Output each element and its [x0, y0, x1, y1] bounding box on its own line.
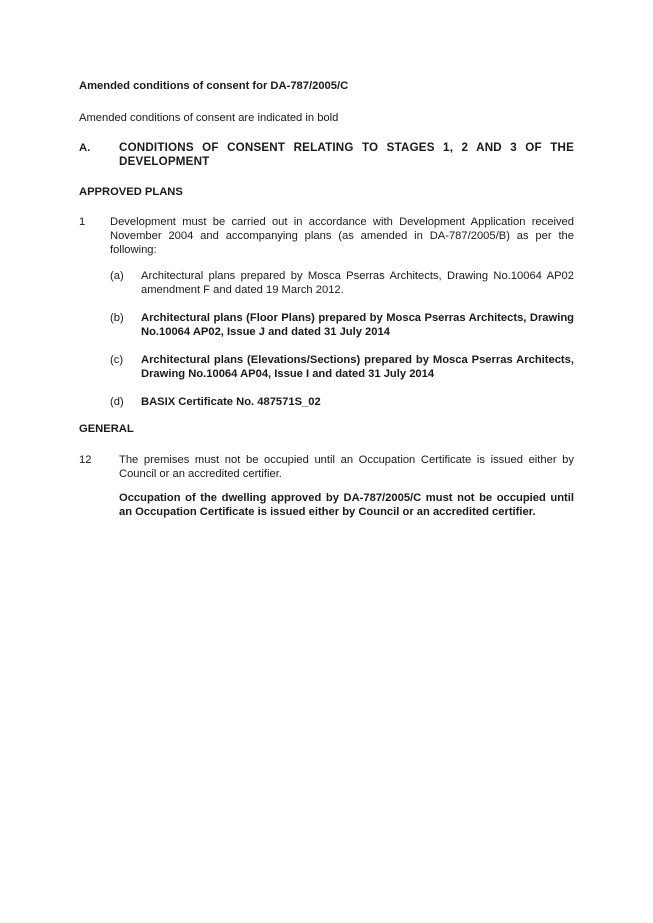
list-item-label: (a) — [110, 270, 124, 282]
list-item-text: BASIX Certificate No. 487571S_02 — [141, 396, 321, 408]
general-heading: GENERAL — [79, 423, 134, 435]
document-title: Amended conditions of consent for DA-787/2005/C — [79, 80, 349, 92]
condition-text: Development must be carried out in accordance with Development Application received November 2004 and accompanying plans (as amended in DA-787/2005/B) as per the following: — [110, 216, 574, 256]
list-item-text: Architectural plans (Elevations/Sections) prepared by Mosca Pserras Architects, Drawing No.10064 AP04, Issue I and dated 31 July 2014 — [141, 354, 574, 380]
list-item-label: (c) — [110, 354, 124, 366]
section-letter: A. — [79, 142, 91, 154]
condition-number: 1 — [79, 216, 86, 228]
approved-plans-heading: APPROVED PLANS — [79, 186, 183, 198]
list-item-text: Architectural plans prepared by Mosca Pserras Architects, Drawing No.10064 AP02 amendment F and dated 19 March 2012. — [141, 270, 574, 296]
document-intro: Amended conditions of consent are indicated in bold — [79, 112, 339, 124]
amended-condition-text: Occupation of the dwelling approved by DA-787/2005/C must not be occupied until an Occupation Certificate is issued either by Council or an accredited certifier. — [119, 492, 574, 518]
list-item-label: (d) — [110, 396, 124, 408]
condition-number: 12 — [79, 454, 92, 466]
condition-text: The premises must not be occupied until an Occupation Certificate is issued either by Council or an accredited certifier. — [119, 454, 574, 480]
list-item-label: (b) — [110, 312, 124, 324]
list-item-text: Architectural plans (Floor Plans) prepared by Mosca Pserras Architects, Drawing No.10064 AP02, Issue J and dated 31 July 2014 — [141, 312, 574, 338]
section-title: CONDITIONS OF CONSENT RELATING TO STAGES 1, 2 AND 3 OF THE DEVELOPMENT — [119, 141, 574, 168]
